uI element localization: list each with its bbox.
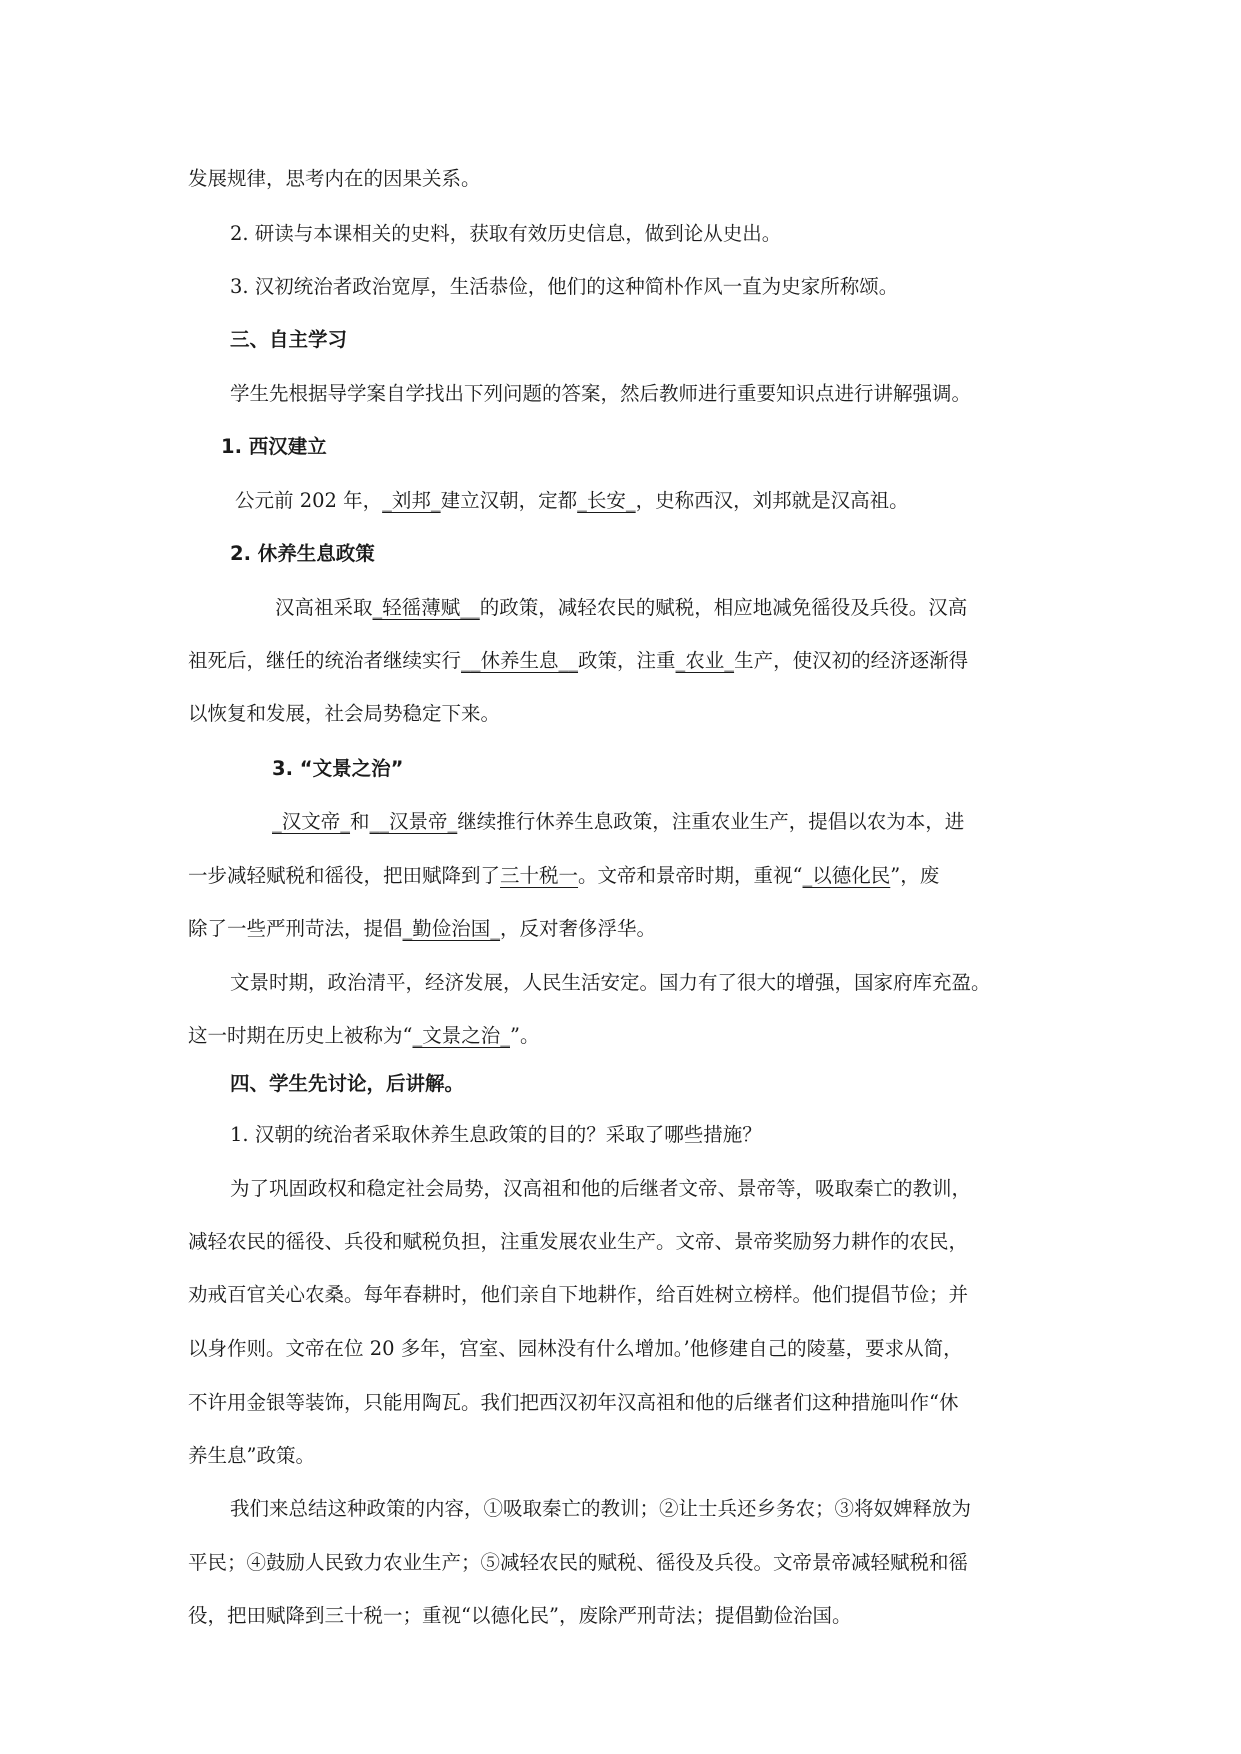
text-run: 。文帝和景帝时期，重视“ [578, 864, 803, 887]
text-run: ，史称西汉，刘邦就是汉高祖。 [635, 489, 909, 512]
section-heading: 三、自主学习 [230, 328, 348, 351]
fill-in-answer: __汉景帝_ [369, 810, 458, 833]
text-line: 2. 研读与本课相关的史料，获取有效历史信息，做到论从史出。 [230, 222, 782, 245]
fill-in-answer: 三十税一 [500, 864, 579, 887]
fill-in-answer: _勤俭治国_ [402, 917, 501, 940]
text-line: 学生先根据导学案自学找出下列问题的答案，然后教师进行重要知识点进行讲解强调。 [230, 382, 972, 405]
section-heading: 四、学生先讨论，后讲解。 [230, 1072, 465, 1095]
fill-in-answer: __休养生息__ [461, 649, 579, 672]
text-line: 劝戒百官关心农桑。每年春耕时，他们亲自下地耕作，给百姓树立榜样。他们提倡节俭；并 [188, 1283, 969, 1306]
fill-in-answer: _农业_ [675, 649, 735, 672]
text-run: 除了一些严刑苛法，提倡 [188, 917, 403, 940]
text-line [275, 595, 967, 621]
text-run: 建立汉朝，定都 [440, 489, 578, 512]
text-line: 以恢复和发展，社会局势稳定下来。 [188, 702, 501, 725]
text-line [235, 488, 909, 514]
text-run: 一步减轻赋税和徭役，把田赋降到了 [188, 864, 501, 887]
text-line [188, 863, 939, 889]
text-run: 继续推行休养生息政策，注重农业生产，提倡以农为本，进 [457, 810, 965, 833]
text-line: 平民；④鼓励人民致力农业生产；⑤减轻农民的赋税、徭役及兵役。文帝景帝减轻赋税和徭 [188, 1551, 969, 1574]
text-run: 的政策，减轻农民的赋税，相应地减免徭役及兵役。汉高 [479, 596, 968, 619]
text-line: 发展规律，思考内在的因果关系。 [188, 167, 481, 190]
text-run: 这一时期在历史上被称为“ [188, 1024, 413, 1047]
text-line [272, 809, 964, 835]
subsection-heading: 2. 休养生息政策 [230, 542, 375, 565]
text-run: 生产，使汉初的经济逐渐得 [734, 649, 969, 672]
subsection-heading: 1. 西汉建立 [221, 435, 327, 458]
text-line: 养生息”政策。 [188, 1444, 315, 1467]
text-line: 以身作则。文帝在位 20 多年，宫室、园林没有什么增加。’他修建自己的陵墓，要求从简， [188, 1337, 963, 1360]
fill-in-answer: _轻徭薄赋__ [372, 596, 480, 619]
text-line [188, 916, 656, 942]
text-run: 和 [350, 810, 370, 833]
text-run: ”，废 [890, 864, 940, 887]
text-run: 祖死后，继任的统治者继续实行 [188, 649, 462, 672]
text-run: 汉高祖采取 [275, 596, 373, 619]
fill-in-answer: _文景之治_ [412, 1024, 510, 1047]
text-line: 不许用金银等装饰，只能用陶瓦。我们把西汉初年汉高祖和他的后继者们这种措施叫作“休 [188, 1391, 959, 1414]
text-line: 役，把田赋降到三十税一；重视“以德化民”，废除严刑苛法；提倡勤俭治国。 [188, 1604, 852, 1627]
subsection-heading: 3. “文景之治” [272, 757, 404, 780]
text-line: 为了巩固政权和稳定社会局势，汉高祖和他的后继者文帝、景帝等，吸取秦亡的教训， [230, 1177, 972, 1200]
question-line: 1. 汉朝的统治者采取休养生息政策的目的？采取了哪些措施？ [230, 1123, 762, 1146]
text-run: 公元前 202 年， [235, 489, 383, 512]
text-line: 3. 汉初统治者政治宽厚，生活恭俭，他们的这种简朴作风一直为史家所称颂。 [230, 275, 899, 298]
fill-in-answer: _以德化民 [802, 864, 891, 887]
text-line [188, 1023, 539, 1049]
fill-in-answer: _汉文帝_ [272, 810, 351, 833]
fill-in-answer: _刘邦_ [382, 489, 441, 512]
text-run: ，反对奢侈浮华。 [500, 917, 657, 940]
fill-in-answer: _长安_ [577, 489, 636, 512]
text-line: 我们来总结这种政策的内容，①吸取秦亡的教训；②让士兵还乡务农；③将奴婢释放为 [230, 1497, 972, 1520]
text-line: 减轻农民的徭役、兵役和赋税负担，注重发展农业生产。文帝、景帝奖励努力耕作的农民， [188, 1230, 969, 1253]
text-run: 政策，注重 [578, 649, 676, 672]
text-run: ”。 [510, 1024, 540, 1047]
text-line: 文景时期，政治清平，经济发展，人民生活安定。国力有了很大的增强，国家府库充盈。 [230, 971, 991, 994]
text-line [188, 648, 968, 674]
